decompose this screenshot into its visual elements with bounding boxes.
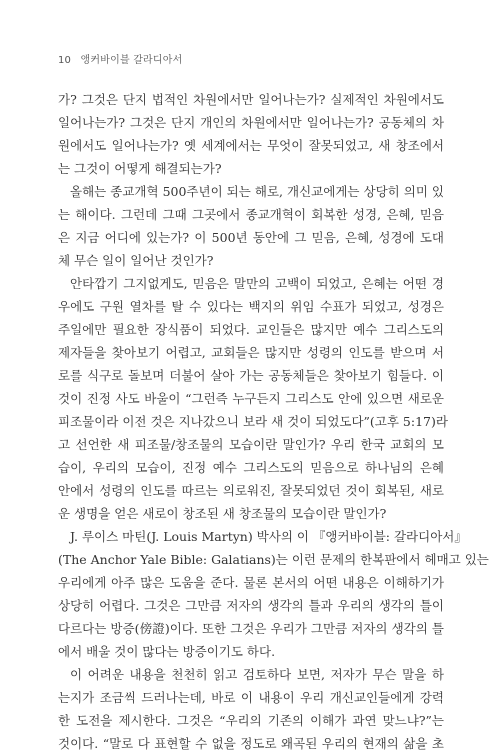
text-line: 고 선언한 새 피조물/창조물의 모습이란 말인가? 우리 한국 교회의 모	[58, 437, 444, 452]
text-line: 원에서도 일어나는가? 옛 세계에서는 무엇이 잘못되었고, 새 창조에서	[58, 138, 444, 153]
text-line: 로를 식구로 돌보며 더불어 살아 가는 공동체들은 찾아보기 힘들다. 이	[58, 368, 444, 383]
text-line: 피조물이라 이전 것은 지나갔으니 보라 새 것이 되었도다”(고후 5:17)라	[58, 414, 448, 429]
text-line: 제자들을 찾아보기 어렵고, 교회들은 많지만 성령의 인도를 받으며 서	[58, 345, 444, 360]
text-line: 것이다. “말로 다 표현할 수 없을 정도로 왜곡된 우리의 현재의 삶을 초	[58, 736, 444, 751]
text-line: 는지가 조금씩 드러나는데, 바로 이 내용이 우리 개신교인들에게 강력	[58, 690, 444, 705]
text-line: 운 생명을 얻은 새로이 창조된 새 창조물의 모습이란 말인가?	[58, 506, 387, 521]
text-line: 가? 그것은 단지 법적인 차원에서만 일어나는가? 실제적인 차원에서도	[58, 92, 444, 107]
text-line: 안에서 성령의 인도를 따르는 의로워진, 잘못되었던 것이 회복된, 새로	[58, 483, 444, 498]
running-title: 앵커바이블 갈라디아서	[80, 55, 183, 66]
text-line: 이 어려운 내용을 천천히 읽고 검토하다 보면, 저자가 무슨 말을 하	[70, 667, 444, 682]
body-text	[58, 88, 489, 755]
text-line: 에서 배울 것이 많다는 방증이기도 하다.	[58, 644, 276, 659]
page-number: 10	[58, 55, 72, 66]
text-line: 다르다는 방증(傍證)이다. 또한 그것은 우리가 그만큼 저자의 생각의 틀	[58, 621, 444, 636]
running-header	[58, 51, 183, 66]
text-line: 체 무슨 일이 일어난 것인가?	[58, 253, 214, 268]
text-line: 것이 진정 사도 바울이 “그런즉 누구든지 그리스도 안에 있으면 새로운	[58, 391, 444, 406]
text-line: (The Anchor Yale Bible: Galatians)는 이런 문제의 한복판에서 헤매고 있는	[58, 552, 489, 567]
text-line: 우에도 구원 열차를 탈 수 있다는 백지의 위임 수표가 되었고, 성경은	[58, 299, 444, 314]
text-line: 일어나는가? 그것은 단지 개인의 차원에서만 일어나는가? 공동체의 차	[58, 115, 444, 130]
text-line: 은 지금 어디에 있는가? 이 500년 동안에 그 믿음, 은혜, 성경에 도대	[58, 230, 444, 245]
text-line: 안타깝기 그지없게도, 믿음은 말만의 고백이 되었고, 은혜는 어떤 경	[70, 276, 444, 291]
text-line: 우리에게 아주 많은 도움을 준다. 물론 본서의 어떤 내용은 이해하기가	[58, 575, 444, 590]
text-line: 는 해이다. 그런데 그때 그곳에서 종교개혁이 회복한 성경, 은혜, 믿음	[58, 207, 444, 222]
text-line: 는 그것이 어떻게 해결되는가?	[58, 161, 222, 176]
text-line: 상당히 어렵다. 그것은 그만큼 저자의 생각의 틀과 우리의 생각의 틀이	[58, 598, 444, 613]
text-line: 올해는 종교개혁 500주년이 되는 해로, 개신교에게는 상당히 의미 있	[70, 184, 444, 199]
text-line: 한 도전을 제시한다. 그것은 “우리의 기존의 이해가 과연 맞느냐?”는	[58, 713, 444, 728]
text-line: J. 루이스 마틴(J. Louis Martyn) 박사의 이 『앵커바이블: 갈라디아서』	[70, 529, 467, 544]
text-line: 습이, 우리의 모습이, 진정 예수 그리스도의 믿음으로 하나님의 은혜	[58, 460, 444, 475]
text-line: 주일에만 필요한 장식품이 되었다. 교인들은 많지만 예수 그리스도의	[58, 322, 444, 337]
